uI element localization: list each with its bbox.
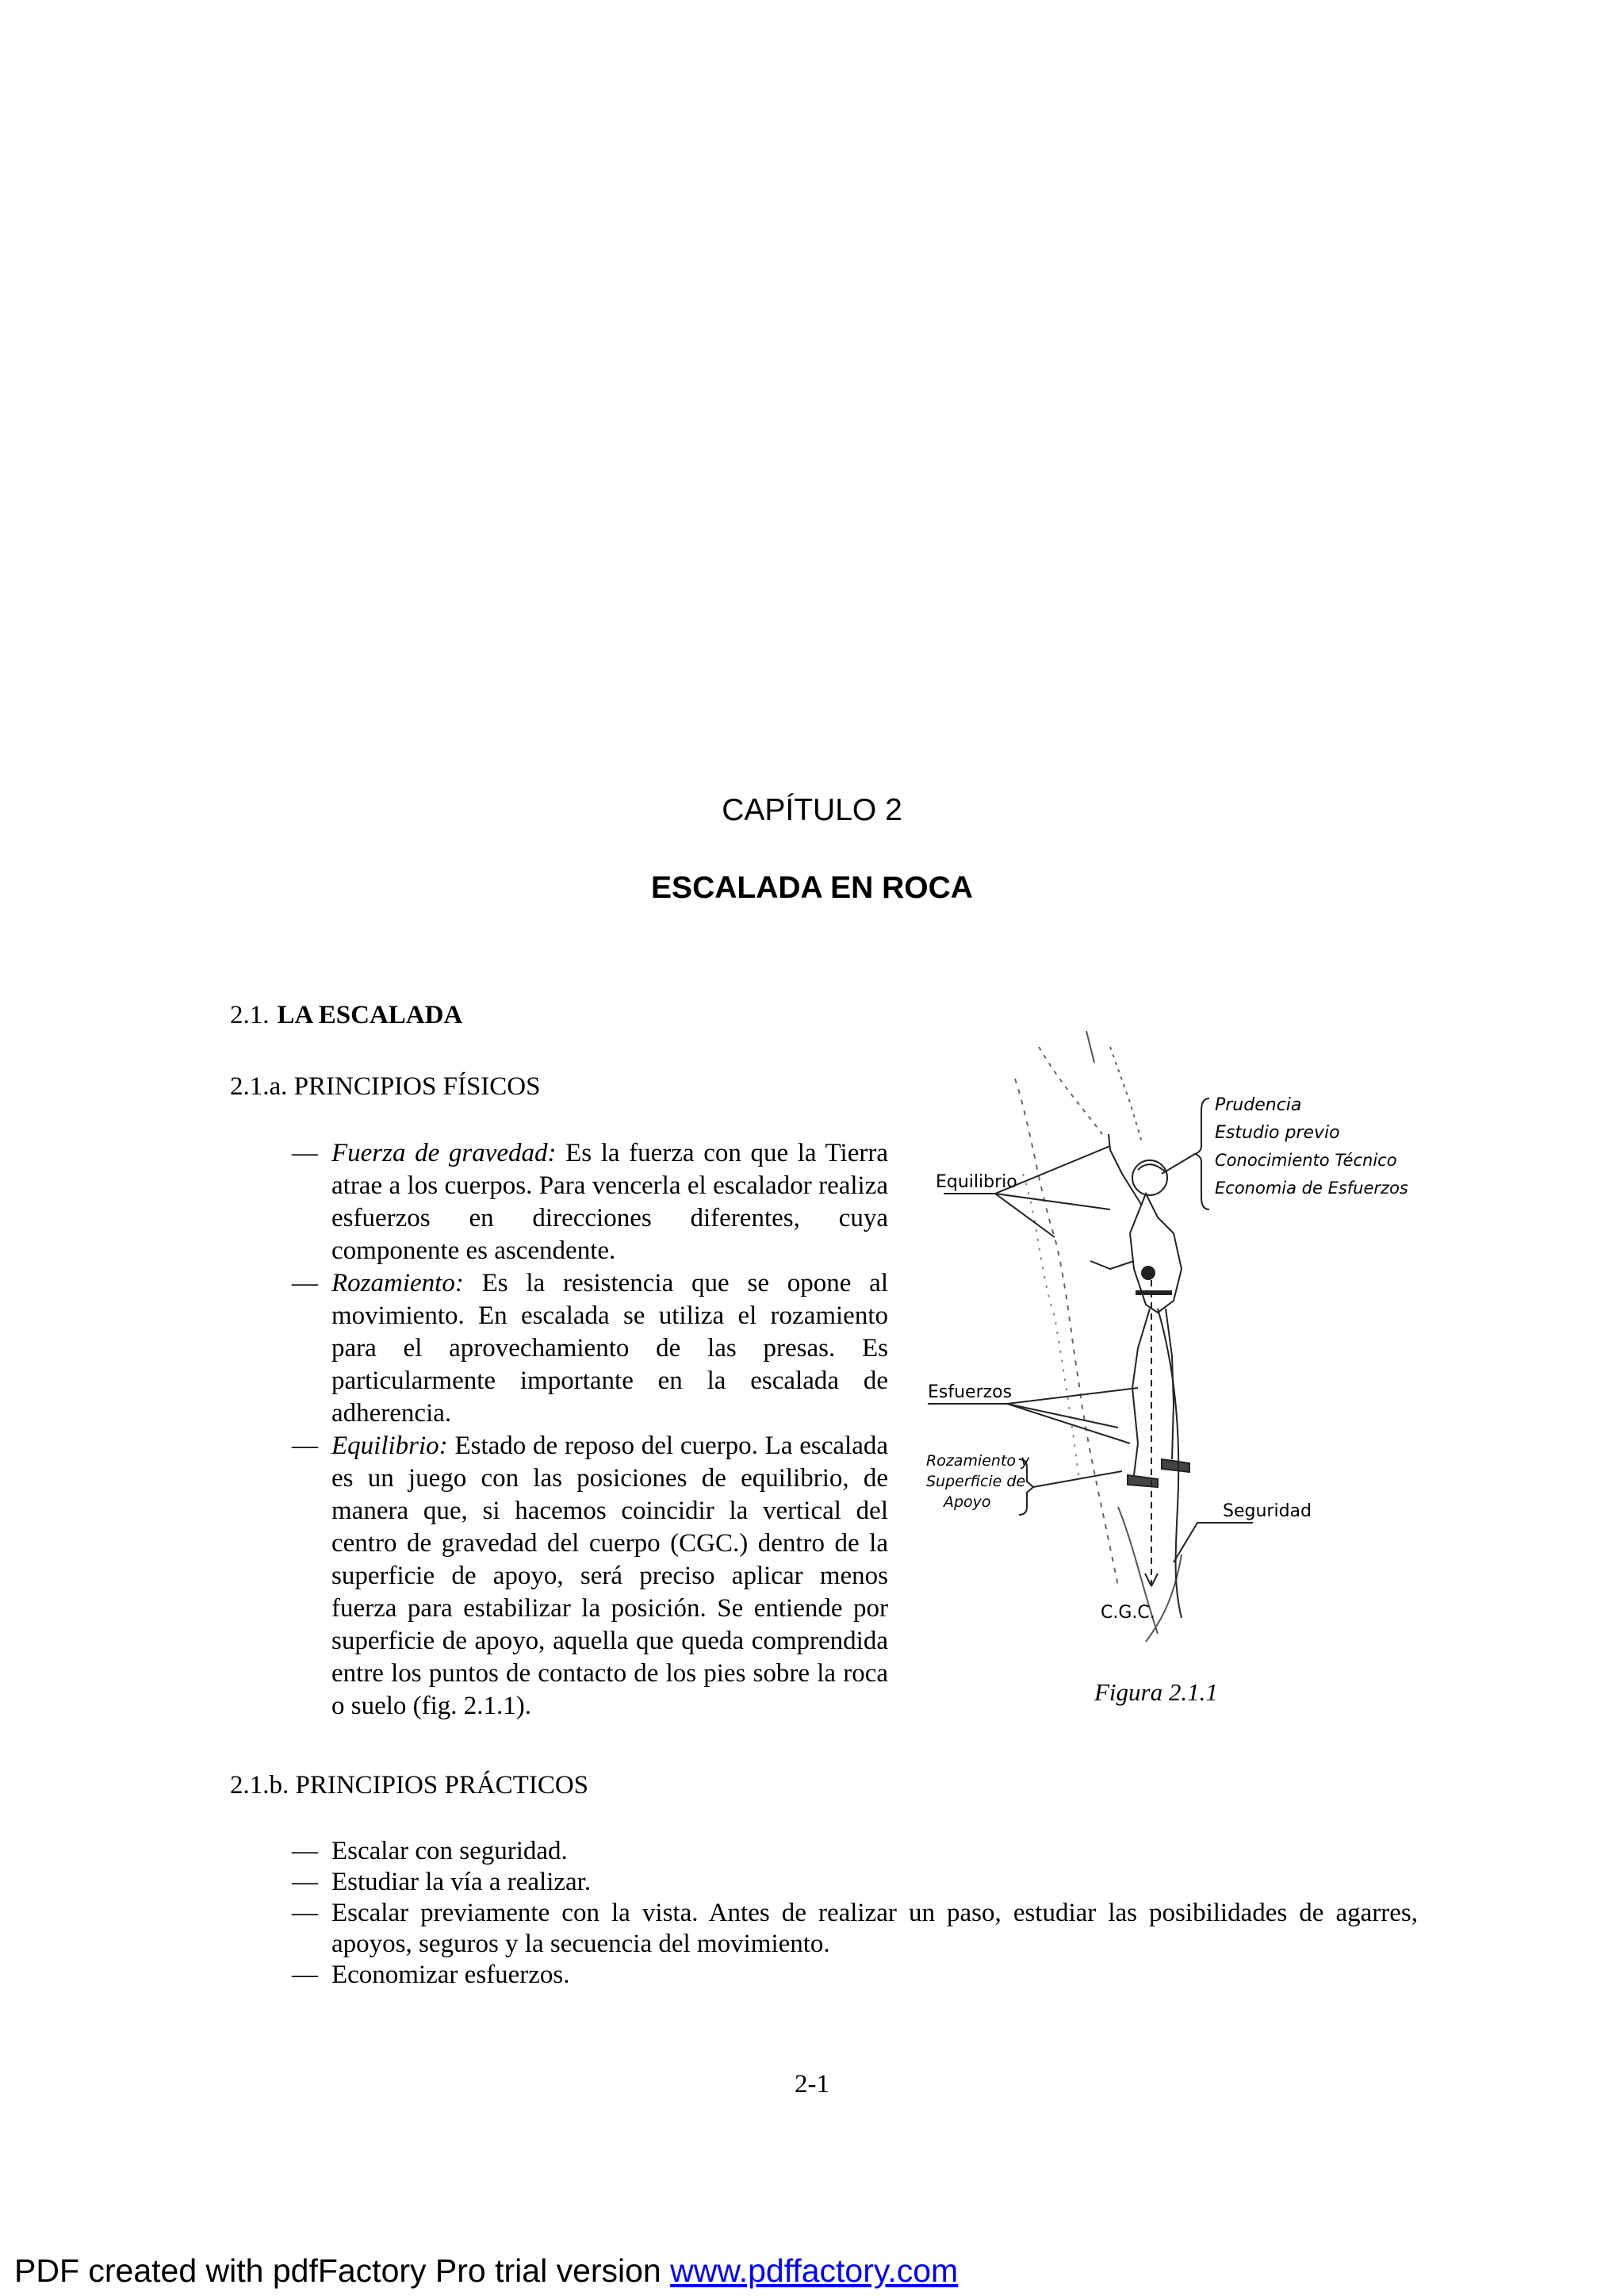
list-item [292, 1430, 888, 1723]
item-text: Es la fuerza con que la Tierra atrae a los cuerpos. Para vencerla el escalador realiza esfuerzos en direcciones diferentes, cuya componente es ascendente. [331, 1139, 889, 1265]
list-item [292, 1867, 1418, 1898]
physical-principles-list [292, 1137, 888, 1723]
item-term: Fuerza de gravedad: [331, 1139, 557, 1167]
list-item [292, 1267, 888, 1430]
dash-marker: — [292, 1837, 318, 1865]
chapter-label: CAPÍTULO 2 [722, 793, 902, 827]
label-rozamiento-2: Superficie de [926, 1473, 1026, 1490]
item-term: Equilibrio: [331, 1432, 448, 1460]
label-rozamiento-3: Apoyo [944, 1493, 991, 1511]
list-item [292, 1898, 1418, 1960]
list-item [292, 1137, 888, 1267]
subsection-heading-a: 2.1.a. PRINCIPIOS FÍSICOS [230, 1072, 541, 1101]
dash-marker: — [292, 1961, 318, 1989]
footer-text: PDF created with pdfFactory Pro trial version [14, 2252, 671, 2289]
practical-principles-list [292, 1836, 1418, 1991]
footer-link[interactable]: www.pdffactory.com [670, 2252, 959, 2289]
dash-marker: — [292, 1868, 318, 1896]
label-esfuerzos: Esfuerzos [928, 1382, 1013, 1402]
item-text: Escalar previamente con la vista. Antes de realizar un paso, estudiar las posibilidades de agarres, apoyos, seguros y la secuencia del movimiento. [331, 1899, 1418, 1958]
climber-illustration [920, 1031, 1411, 1650]
label-equilibrio: Equilibrio [936, 1172, 1017, 1192]
dash-marker: — [292, 1899, 318, 1927]
section-title: LA ESCALADA [277, 1001, 463, 1029]
label-conocimiento-tecnico: Conocimiento Técnico [1215, 1151, 1397, 1170]
dash-marker: — [292, 1139, 318, 1167]
list-item [292, 1836, 1418, 1867]
section-heading [230, 1001, 462, 1030]
subsection-heading-b: 2.1.b. PRINCIPIOS PRÁCTICOS [230, 1771, 589, 1800]
item-text: Estado de reposo del cuerpo. La escalada es un juego con las posiciones de equilibrio, de manera que, si hacemos coincidir la vertical del centro de gravedad del cuerpo (CGC.) dentro de la superficie de apoyo, será preciso aplicar menos fuerza para estabilizar la posición. Se entiende por superficie de apoyo, aquella que queda comprendida entre los puntos de contacto de los pies sobre la roca o suelo (fig. 2.1.1). [331, 1432, 888, 1720]
item-text: Economizar esfuerzos. [331, 1961, 570, 1989]
section-number: 2.1. [230, 1001, 270, 1029]
pdf-footer [14, 2252, 958, 2290]
dash-marker: — [292, 1269, 318, 1297]
item-text: Escalar con seguridad. [331, 1837, 568, 1865]
figure-caption: Figura 2.1.1 [1094, 1678, 1218, 1706]
page-number: 2-1 [795, 2070, 829, 2099]
item-text: Es la resistencia que se opone al movimiento. En escalada se utiliza el rozamiento para el aprovechamiento de las presas. Es particularmente importante en la escalada de adherencia. [331, 1269, 888, 1428]
item-text: Estudiar la vía a realizar. [331, 1868, 592, 1896]
label-rozamiento-1: Rozamiento y [926, 1452, 1030, 1470]
chapter-title: ESCALADA EN ROCA [651, 871, 973, 905]
label-prudencia: Prudencia [1215, 1095, 1302, 1115]
label-economia-esfuerzos: Economia de Esfuerzos [1215, 1179, 1408, 1198]
label-estudio-previo: Estudio previo [1215, 1123, 1340, 1143]
label-cgc: C.G.C. [1101, 1603, 1155, 1623]
list-item [292, 1960, 1418, 1991]
item-term: Rozamiento: [331, 1269, 464, 1297]
label-seguridad: Seguridad [1223, 1501, 1312, 1521]
dash-marker: — [292, 1432, 318, 1460]
